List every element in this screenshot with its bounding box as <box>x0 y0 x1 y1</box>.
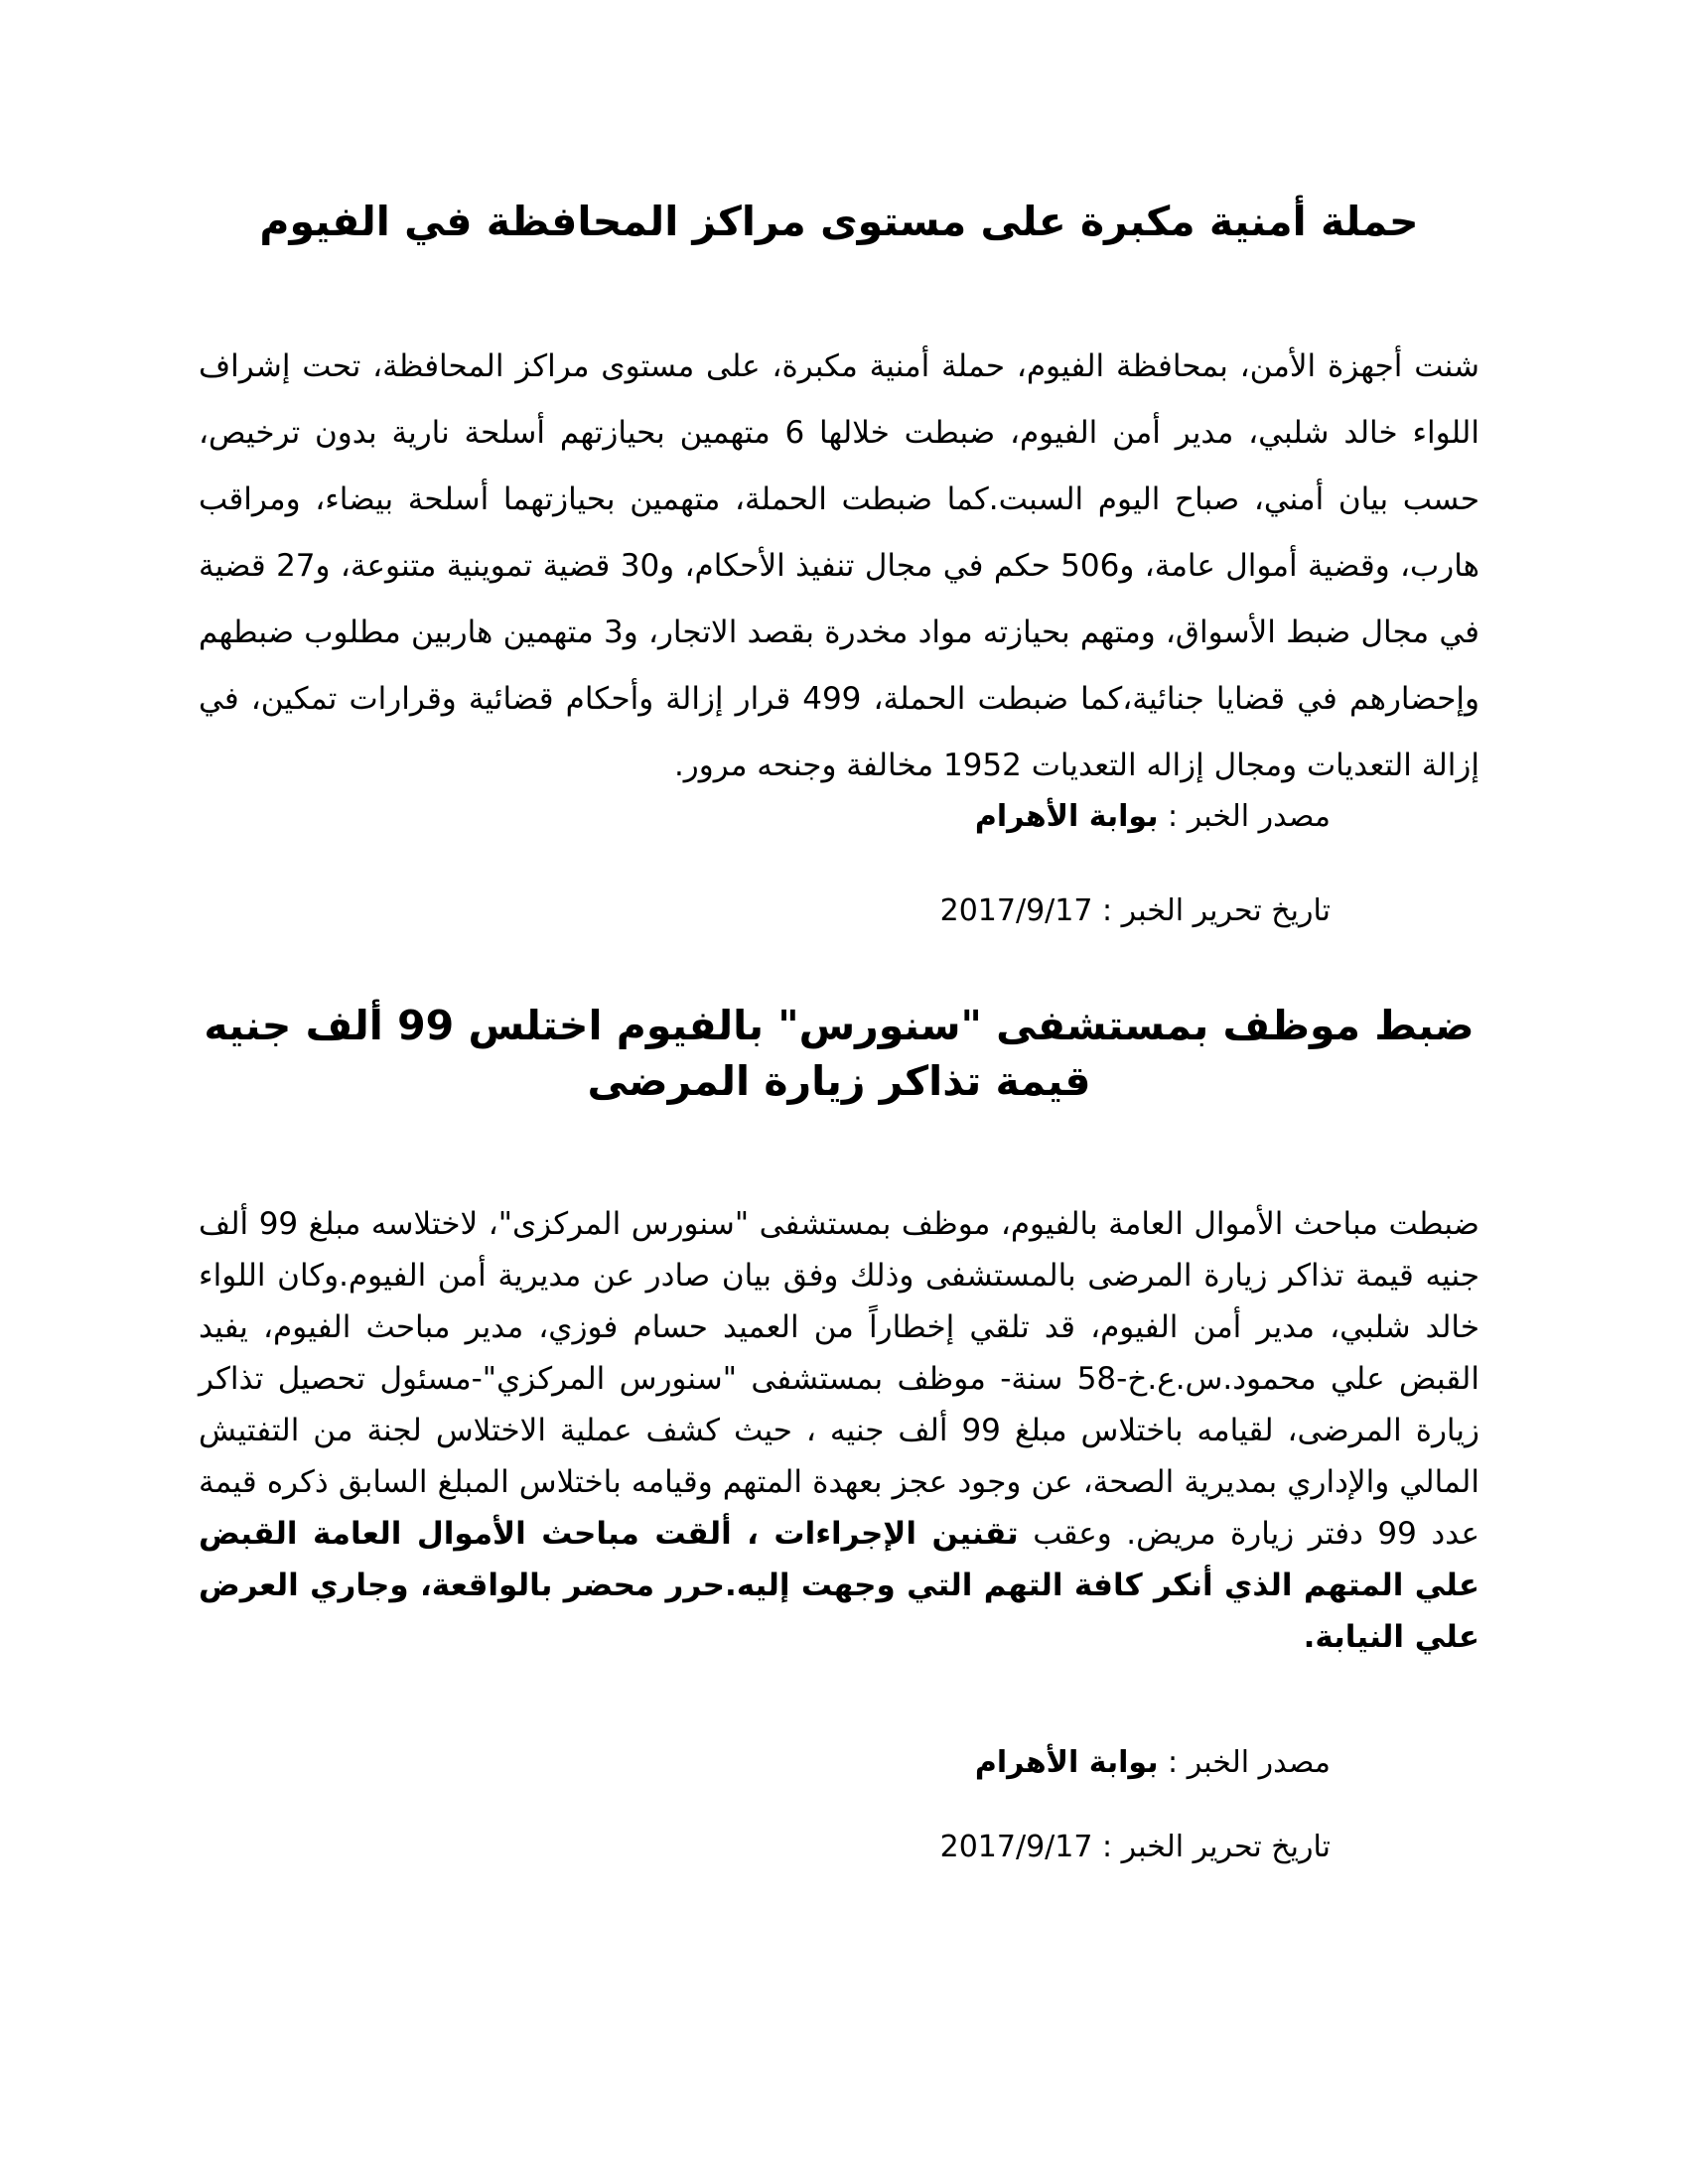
news-date-label: تاريخ تحرير الخبر : <box>1092 1830 1331 1864</box>
news-source <box>199 794 1479 839</box>
article-hospital-embezzlement <box>199 998 1479 1869</box>
article-body-bold: تقنين الإجراءات ، ألقت مباحث الأموال العامة القبض علي المتهم الذي أنكر كافة التهم التي وجهت إليه.حرر محضر بالواقعة، وجاري العرض علي النيابة. <box>199 1516 1479 1655</box>
article-body-regular: ضبطت مباحث الأموال العامة بالفيوم، موظف بمستشفى "سنورس المركزى"، لاختلاسه مبلغ 99 ألف جنيه قيمة تذاكر زيارة المرضى بالمستشفى وذلك وفق بيان صادر عن مديرية أمن الفيوم.وكان اللواء خالد شلبي، مدير أمن الفيوم، قد تلقي إخطاراً من العميد حسام فوزي، مدير مباحث الفيوم، يفيد القبض علي محمود.س.ع.خ-58 سنة- موظف بمستشفى "سنورس المركزي"-مسئول تحصيل تذاكر زيارة المرضى، لقيامه باختلاس مبلغ 99 ألف جنيه ، حيث كشف عملية الاختلاس لجنة من التفتيش المالي والإداري بمديرية الصحة، عن وجود عجز بعهدة المتهم وقيامه باختلاس المبلغ السابق ذكره قيمة عدد 99 دفتر زيارة مريض. وعقب <box>199 1206 1479 1552</box>
article-body <box>199 1198 1479 1663</box>
news-source-value: بوابة الأهرام <box>974 1745 1159 1780</box>
article-headline: حملة أمنية مكبرة على مستوى مراكز المحافظة في الفيوم <box>259 198 1419 245</box>
news-date-value: 2017/9/17 <box>939 893 1093 928</box>
news-source-label: مصدر الخبر : <box>1158 799 1331 834</box>
news-date-value: 2017/9/17 <box>939 1830 1093 1864</box>
article-body: شنت أجهزة الأمن، بمحافظة الفيوم، حملة أمنية مكبرة، على مستوى مراكز المحافظة، تحت إشراف اللواء خالد شلبي، مدير أمن الفيوم، ضبطت خلالها 6 متهمين بحيازتهم أسلحة نارية بدون ترخيص، حسب بيان أمني، صباح اليوم السبت.كما ضبطت الحملة، متهمين بحيازتهما أسلحة بيضاء، ومراقب هارب، وقضية أموال عامة، و506 حكم في مجال تنفيذ الأحكام، و30 قضية تموينية متنوعة، و27 قضية في مجال ضبط الأسواق، ومتهم بحيازته مواد مخدرة بقصد الاتجار، و3 متهمين هاربين مطلوب ضبطهم وإحضارهم في قضايا جنائية،كما ضبطت الحملة، 499 قرار إزالة وأحكام قضائية وقرارات تمكين، في إزالة التعديات ومجال إزاله التعديات 1952 مخالفة وجنحه مرور. <box>199 348 1480 783</box>
news-source <box>199 1740 1479 1785</box>
article-security-campaign <box>199 194 1479 933</box>
news-date-label: تاريخ تحرير الخبر : <box>1092 893 1331 928</box>
article-headline: ضبط موظف بمستشفى "سنورس" بالفيوم اختلس 99 ألف جنيه قيمة تذاكر زيارة المرضى <box>204 1002 1475 1105</box>
news-source-label: مصدر الخبر : <box>1158 1745 1331 1780</box>
news-source-value: بوابة الأهرام <box>974 799 1159 834</box>
news-date <box>199 888 1479 933</box>
news-date <box>199 1825 1479 1869</box>
